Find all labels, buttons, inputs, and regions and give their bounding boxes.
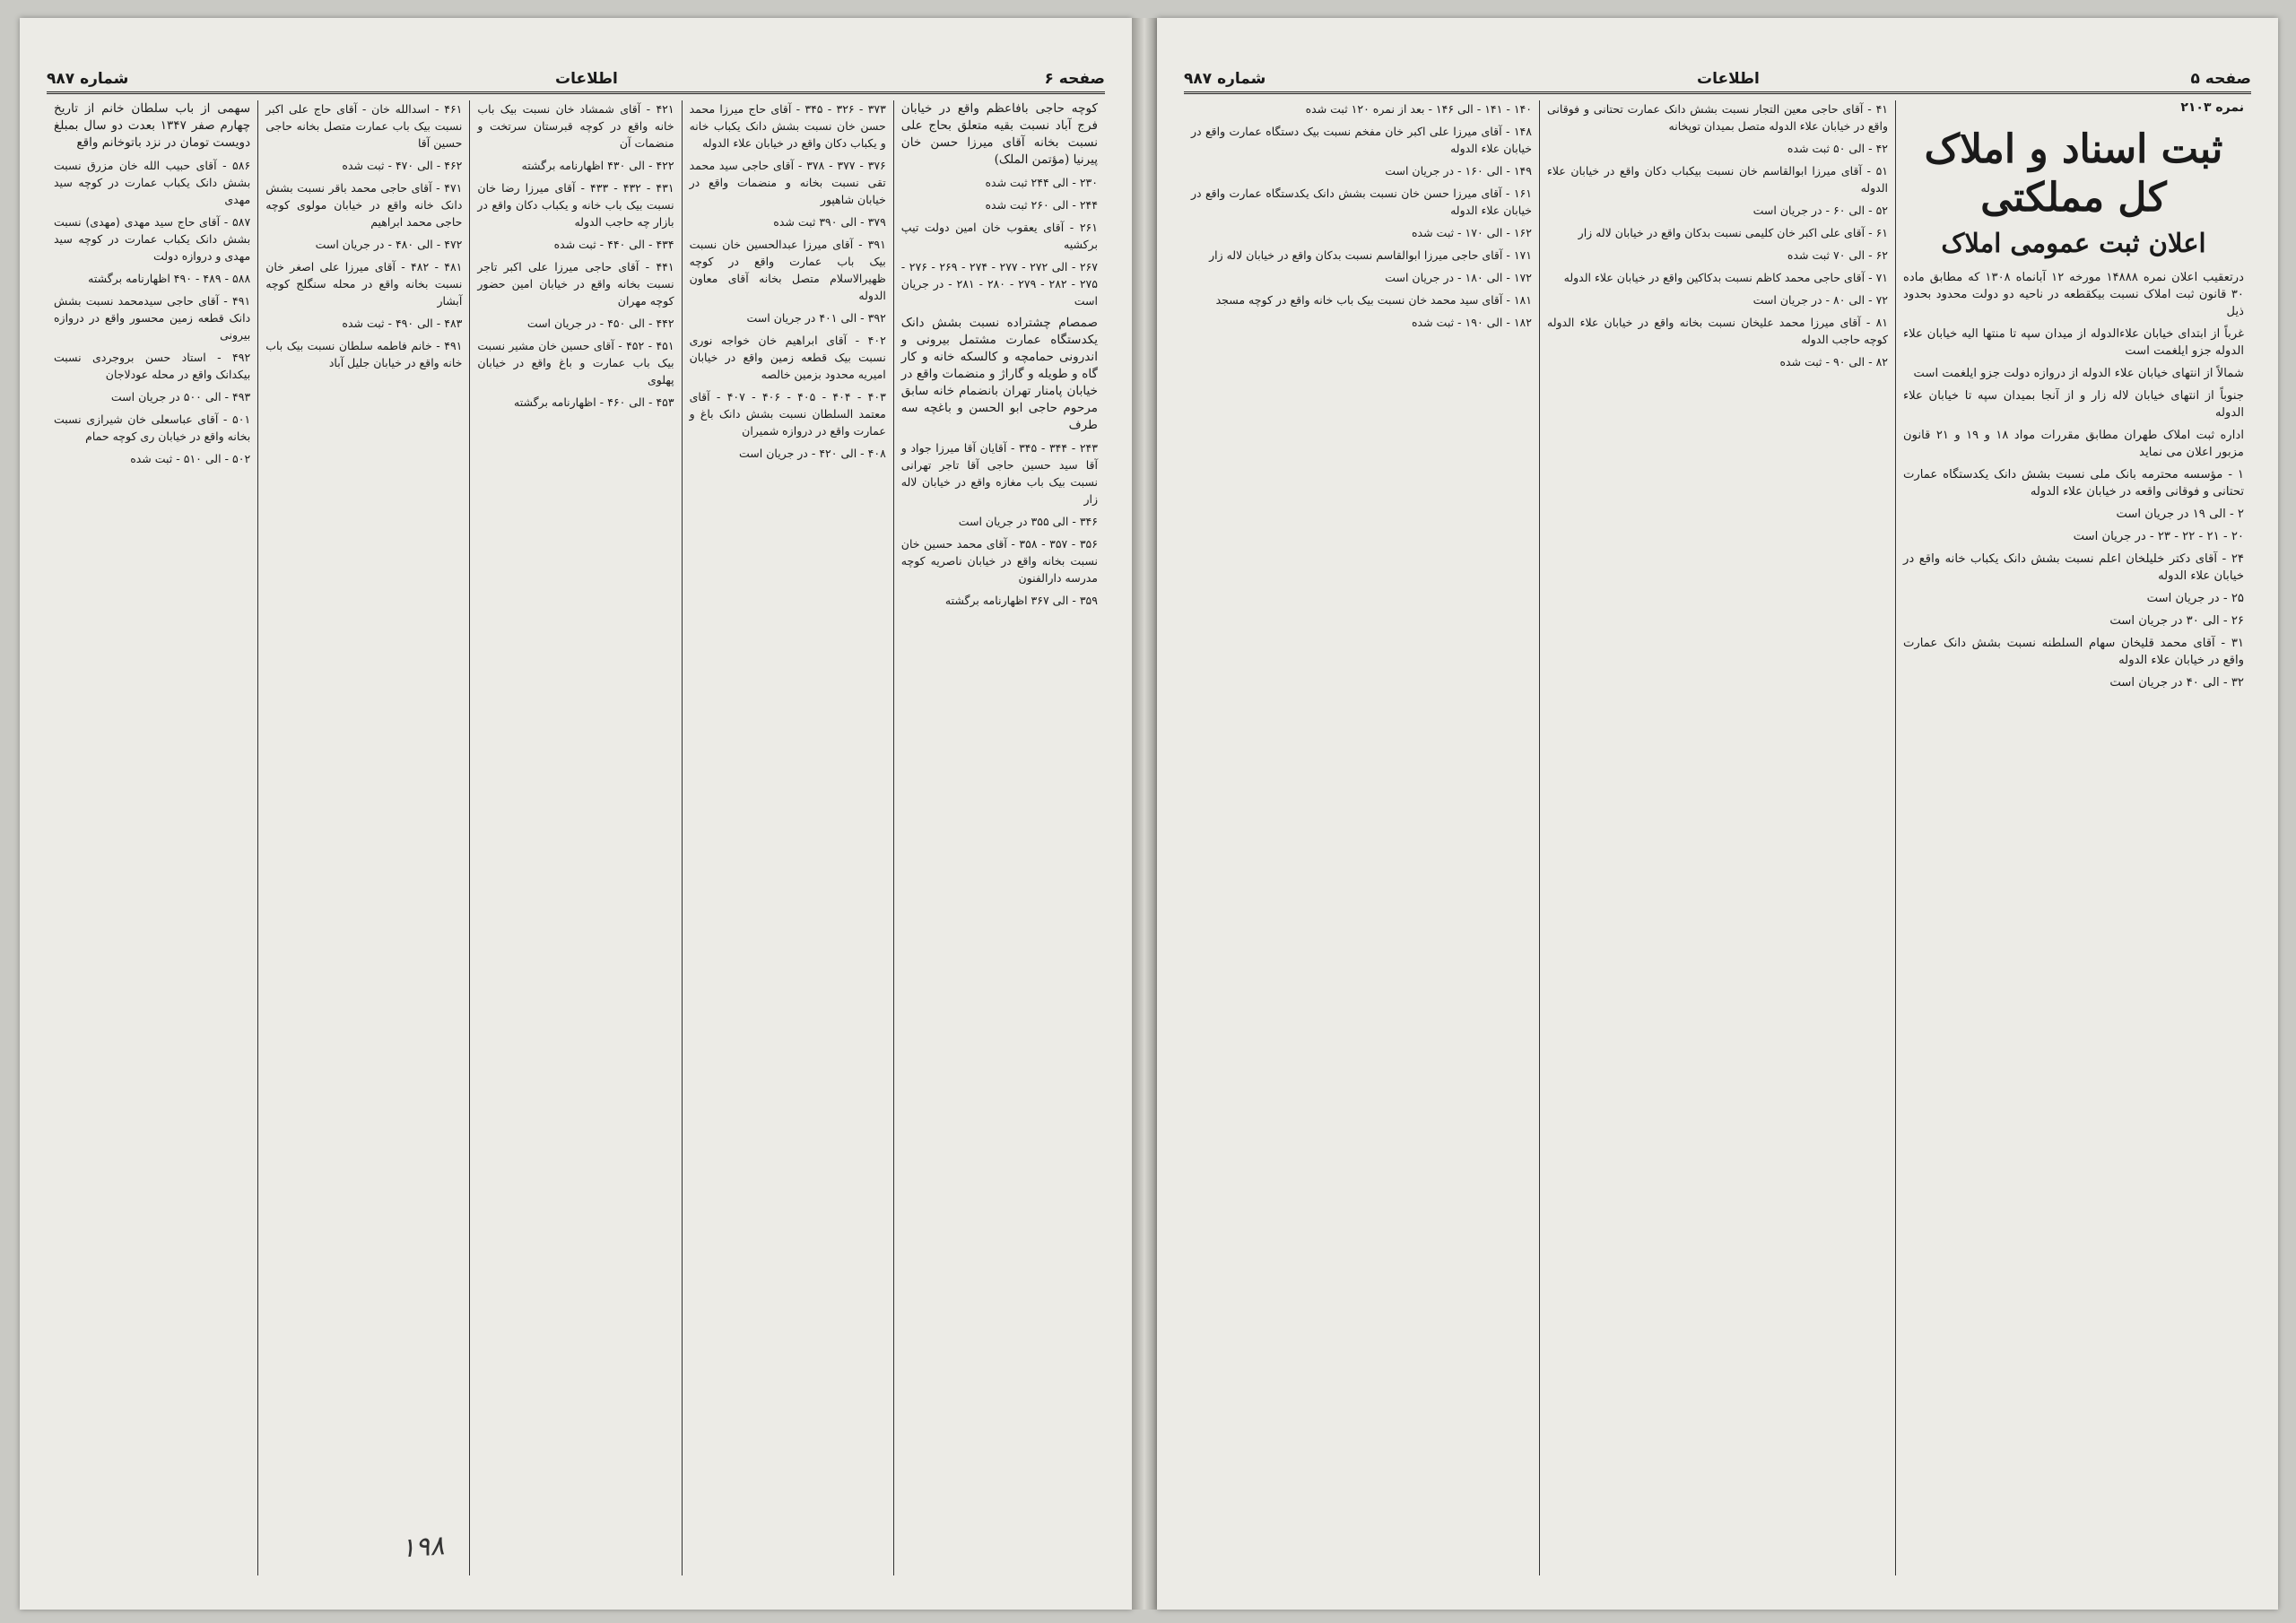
column-paragraph: ۴۲۲ - الی ۴۳۰ اظهارنامه برگشته xyxy=(521,159,674,172)
column-paragraph: ۳۴۶ - الی ۳۵۵ در جریان است xyxy=(958,515,1098,528)
column-paragraph: ۴۴۲ - الی ۴۵۰ - در جریان است xyxy=(526,317,674,330)
column-paragraph: ۲۰ - ۲۱ - ۲۲ - ۲۳ - در جریان است xyxy=(2073,530,2244,543)
left-page-columns xyxy=(47,100,1105,1575)
column-paragraph: ۴۲۱ - آقای شمشاد خان نسبت بیک باب خانه واقع در کوچه قبرستان سرتخت و منضمات آن xyxy=(477,102,674,150)
column-paragraph: ۴۸۳ - الی ۴۹۰ - ثبت شده xyxy=(342,317,463,330)
column-paragraph: ۳۹۱ - آقای میرزا عبدالحسین خان نسبت بیک باب عمارت واقع در کوچه ظهیرالاسلام متصل بخانه آقای معاون الدوله xyxy=(689,238,886,302)
handwritten-page-number: ۱۹۸ xyxy=(399,1530,446,1565)
column-paragraph: ۲۶ - الی ۳۰ در جریان است xyxy=(2109,614,2244,628)
left-paper-name: اطلاعات xyxy=(555,70,618,88)
column-paragraph: ۵۸۸ - ۴۸۹ - ۴۹۰ اظهارنامه برگشته xyxy=(88,272,251,285)
announcement-number: نمره ۲۱۰۳ xyxy=(2180,100,2244,115)
column-paragraph: ۴۰۲ - آقای ابراهیم خان خواجه نوری نسبت بیک قطعه زمین واقع در خیابان امیریه محدود بزمین خالصه xyxy=(689,334,886,381)
column-paragraph: ۴۳۴ - الی ۴۴۰ - ثبت شده xyxy=(553,238,674,251)
column-paragraph: ۱۸۲ - الی ۱۹۰ - ثبت شده xyxy=(1412,316,1532,329)
column-paragraph: ۴۳۱ - ۴۳۲ - ۴۳۳ - آقای میرزا رضا خان نسبت بیک باب خانه و یکباب دکان واقع در بازار چه حاجب الدوله xyxy=(477,181,674,229)
right-issue-label: شماره ۹۸۷ xyxy=(1184,70,1266,88)
column-paragraph: شمالاً از انتهای خیابان علاء الدوله از دروازه دولت جزو ایلغمت است xyxy=(1913,367,2244,380)
column-paragraph: ۲۴۳ - ۳۴۴ - ۳۴۵ - آقایان آقا میرزا جواد و آقا سید حسین حاجی آقا تاجر تهرانی نسبت بیک باب مغازه واقع در خیابان لاله زار xyxy=(900,441,1098,506)
right-page-columns xyxy=(1184,100,2251,1575)
column-paragraph: کوچه حاجی بافاعظم واقع در خیابان فرج آباد نسبت بقیه متعلق بحاج علی نسبت بخانه آقای میرزا حسن خان پیرنیا (مؤتمن الملک) xyxy=(900,101,1098,167)
column-paragraph: ۴۸۱ - ۴۸۲ - آقای میرزا علی اصغر خان نسبت بخانه واقع در محله سنگلج کوچه آبشار xyxy=(265,260,463,308)
left-issue-label: شماره ۹۸۷ xyxy=(47,70,129,88)
column-paragraph: ۴۲ - الی ۵۰ ثبت شده xyxy=(1787,142,1888,155)
text-column xyxy=(894,100,1105,1575)
column-paragraph: ۶۱ - آقای علی اکبر خان کلیمی نسبت بدکان واقع در خیابان لاله زار xyxy=(1578,226,1888,239)
column-paragraph: جنوباً از انتهای خیابان لاله زار و از آنجا بمیدان سپه تا خیابان علاء الدوله xyxy=(1903,389,2244,420)
announcement-title: ثبت اسناد و املاک کل مملکتی xyxy=(1924,126,2223,221)
column-paragraph: غرباً از ابتدای خیابان علاءالدوله از میدان سپه تا منتها الیه خیابان علاء الدوله جزو ایلغمت است xyxy=(1903,327,2244,358)
column-paragraph: ۲۳۰ - الی ۲۴۴ ثبت شده xyxy=(985,176,1098,189)
column-paragraph: ۱۶۱ - آقای میرزا حسن خان نسبت بشش دانک یکدستگاه عمارت واقع در خیابان علاء الدوله xyxy=(1191,187,1532,217)
column-paragraph: ۲۴۴ - الی ۲۶۰ ثبت شده xyxy=(985,198,1098,212)
column-paragraph: ۳۵۶ - ۳۵۷ - ۳۵۸ - آقای محمد حسین خان نسبت بخانه واقع در خیابان ناصریه کوچه مدرسه دارالفنون xyxy=(900,537,1098,585)
column-paragraph: سهمی از باب سلطان خانم از تاریخ چهارم صفر ۱۳۴۷ بعدت دو سال بمبلغ دویست تومان در نزد باتوخانم واقع xyxy=(53,101,251,150)
column-paragraph: ۳۱ - آقای محمد قلیخان سهام السلطنه نسبت بشش دانک عمارت واقع در خیابان علاء الدوله xyxy=(1903,637,2244,667)
text-column xyxy=(1184,100,1540,1575)
announcement-column xyxy=(1896,100,2251,1575)
text-column xyxy=(683,100,894,1575)
column-paragraph: ۷۲ - الی ۸۰ - در جریان است xyxy=(1752,293,1888,307)
text-column xyxy=(47,100,258,1575)
column-paragraph: ۲۶۷ - الی ۲۷۲ - ۲۷۷ - ۲۷۴ - ۲۶۹ - ۲۷۶ - ۲۷۵ - ۲۸۲ - ۲۷۹ - ۲۸۰ - ۲۸۱ - در جریان است xyxy=(900,260,1098,308)
text-column xyxy=(258,100,470,1575)
column-paragraph: ۴۵۱ - ۴۵۲ - آقای حسین خان مشیر نسبت بیک باب عمارت و باغ واقع در خیابان پهلوی xyxy=(477,339,674,386)
column-paragraph: ۳۷۶ - ۳۷۷ - ۳۷۸ - آقای حاجی سید محمد تقی نسبت بخانه و منضمات واقع در خیابان شاهپور xyxy=(689,159,886,206)
column-paragraph: ۲۵ - در جریان است xyxy=(2146,592,2244,605)
left-newspaper-page xyxy=(20,18,1132,1610)
column-paragraph: ۵۰۱ - آقای عباسعلی خان شیرازی نسبت بخانه واقع در خیابان ری کوچه حمام xyxy=(53,412,251,443)
page-gutter xyxy=(1132,18,1157,1610)
left-page-label: صفحه ۶ xyxy=(1044,70,1105,88)
column-paragraph: ۳۹۲ - الی ۴۰۱ در جریان است xyxy=(746,311,886,325)
column-paragraph: ۵۱ - آقای میرزا ابوالقاسم خان نسبت بیکباب دکان واقع در خیابان علاء الدوله xyxy=(1547,164,1888,195)
column-paragraph: ۳۲ - الی ۴۰ در جریان است xyxy=(2109,676,2244,690)
text-column xyxy=(470,100,682,1575)
column-paragraph: ۳۵۹ - الی ۳۶۷ اظهارنامه برگشته xyxy=(944,594,1098,607)
column-paragraph: ۴۶۲ - الی ۴۷۰ - ثبت شده xyxy=(342,159,463,172)
column-paragraph: ۴۰۸ - الی ۴۲۰ - در جریان است xyxy=(739,447,886,460)
column-paragraph: ۱۴۹ - الی ۱۶۰ - در جریان است xyxy=(1385,164,1532,178)
column-paragraph: ۴۱ - آقای حاجی معین التجار نسبت بشش دانک عمارت تحتانی و فوقانی واقع در خیابان علاء الدوله متصل بمیدان توپخانه xyxy=(1547,102,1888,133)
column-paragraph: ۲۴ - آقای دکتر خلیلخان اعلم نسبت بشش دانک یکباب خانه واقع در خیابان علاء الدوله xyxy=(1903,552,2244,583)
column-paragraph: ۵۰۲ - الی ۵۱۰ - ثبت شده xyxy=(130,452,251,465)
column-paragraph: ۲۶۱ - آقای یعقوب خان امین دولت تیپ برکشیه xyxy=(900,221,1098,251)
column-paragraph: ۴۵۳ - الی ۴۶۰ - اظهارنامه برگشته xyxy=(514,395,674,409)
column-paragraph: ۴۹۳ - الی ۵۰۰ در جریان است xyxy=(110,390,251,404)
right-page-header xyxy=(1184,56,2251,94)
column-paragraph: ۶۲ - الی ۷۰ ثبت شده xyxy=(1787,248,1888,262)
left-page-header xyxy=(47,56,1105,94)
column-paragraph: ۳۷۳ - ۳۲۶ - ۳۴۵ - آقای حاج میرزا محمد حسن خان نسبت بشش دانک یکباب خانه و یکباب دکان واقع در خیابان علاء الدوله xyxy=(689,102,886,150)
column-paragraph: ۵۸۷ - آقای حاج سید مهدی (مهدی) نسبت بشش دانک یکباب عمارت در کوچه سید مهدی و دروازه دولت xyxy=(53,215,251,263)
column-paragraph: صمصام چشتراده نسبت بشش دانک یکدستگاه عمارت مشتمل بیرونی و اندرونی حمامچه و کالسکه خانه و کار گاه و طویله و گاراژ و منضمات واقع در خیابان پامنار تهران بانضمام خانه سابق مرحوم حاجی ابو الحسن و باغچه سه طرف xyxy=(900,316,1098,432)
column-paragraph: ۱ - مؤسسه محترمه بانک ملی نسبت بشش دانک یکدستگاه عمارت تحتانی و فوقانی واقعه در خیابان علاء الدوله xyxy=(1903,468,2244,499)
column-paragraph: ۴۶۱ - اسدالله خان - آقای حاج علی اکبر نسبت بیک باب عمارت متصل بخانه حاجی حسین آقا xyxy=(265,102,463,150)
column-paragraph: ۲ - الی ۱۹ در جریان است xyxy=(2116,508,2244,521)
right-newspaper-page xyxy=(1157,18,2278,1610)
column-paragraph: ۱۴۸ - آقای میرزا علی اکبر خان مفخم نسبت بیک دستگاه عمارت واقع در خیابان علاء الدوله xyxy=(1191,125,1532,155)
column-paragraph: ۱۴۰ - ۱۴۱ - الی ۱۴۶ - بعد از نمره ۱۲۰ ثبت شده xyxy=(1305,102,1532,116)
column-paragraph: ۴۹۱ - آقای حاجی سیدمحمد نسبت بشش دانک قطعه زمین محسور واقع در دروازه بیرونی xyxy=(53,294,251,342)
column-paragraph: ۳۷۹ - الی ۳۹۰ ثبت شده xyxy=(773,215,886,229)
column-paragraph: ۱۷۲ - الی ۱۸۰ - در جریان است xyxy=(1385,271,1532,284)
column-paragraph: ۵۸۶ - آقای حبیب الله خان مزرق نسبت بشش دانک یکباب عمارت در کوچه سید مهدی xyxy=(53,159,251,206)
column-paragraph: ۴۷۲ - الی ۴۸۰ - در جریان است xyxy=(315,238,463,251)
text-column xyxy=(1540,100,1896,1575)
column-paragraph: درتعقیب اعلان نمره ۱۴۸۸۸ مورخه ۱۲ آبانماه ۱۳۰۸ که مطابق ماده ۳۰ قانون ثبت املاک نسبت بیکقطعه در ناحیه دو دولت محدود بحدود ذیل xyxy=(1903,271,2245,318)
right-page-label: صفحه ۵ xyxy=(2190,70,2251,88)
column-paragraph: ۴۴۱ - آقای حاجی میرزا علی اکبر تاجر نسبت بخانه واقع در خیابان امین حضور کوچه مهران xyxy=(477,260,674,308)
column-paragraph: ۴۹۱ - خانم فاطمه سلطان نسبت بیک باب خانه واقع در خیابان جلیل آباد xyxy=(265,339,463,369)
column-paragraph: ۱۶۲ - الی ۱۷۰ - ثبت شده xyxy=(1412,226,1532,239)
column-paragraph: ۴۹۲ - استاد حسن بروجردی نسبت بیکدانک واقع در محله عودلاجان xyxy=(53,351,251,381)
column-paragraph: ۷۱ - آقای حاجی محمد کاظم نسبت بدکاکین واقع در خیابان علاء الدوله xyxy=(1563,271,1888,284)
column-paragraph: ۱۸۱ - آقای سید محمد خان نسبت بیک باب خانه واقع در کوچه مسجد xyxy=(1215,293,1532,307)
column-paragraph: ۴۰۳ - ۴۰۴ - ۴۰۵ - ۴۰۶ - ۴۰۷ - آقای معتمد السلطان نسبت بشش دانک باغ و عمارت واقع در دروازه شمیران xyxy=(689,390,886,438)
column-paragraph: ۸۲ - الی ۹۰ - ثبت شده xyxy=(1779,355,1888,369)
column-paragraph: ۱۷۱ - آقای حاجی میرزا ابوالقاسم نسبت بدکان واقع در خیابان لاله زار xyxy=(1209,248,1532,262)
announcement-subtitle: اعلان ثبت عمومی املاک xyxy=(1941,228,2206,258)
column-paragraph: ۴۷۱ - آقای حاجی محمد باقر نسبت بشش دانک خانه واقع در خیابان مولوی کوچه حاجی محمد ابراهیم xyxy=(265,181,463,229)
column-paragraph: ۸۱ - آقای میرزا محمد علیخان نسبت بخانه واقع در خیابان علاء الدوله کوچه حاجب الدوله xyxy=(1547,316,1888,346)
column-paragraph: ۵۲ - الی ۶۰ - در جریان است xyxy=(1752,204,1888,217)
column-paragraph: اداره ثبت املاک طهران مطابق مقررات مواد ۱۸ و ۱۹ و ۲۱ قانون مزبور اعلان می نماید xyxy=(1903,429,2244,459)
right-paper-name: اطلاعات xyxy=(1697,70,1760,88)
